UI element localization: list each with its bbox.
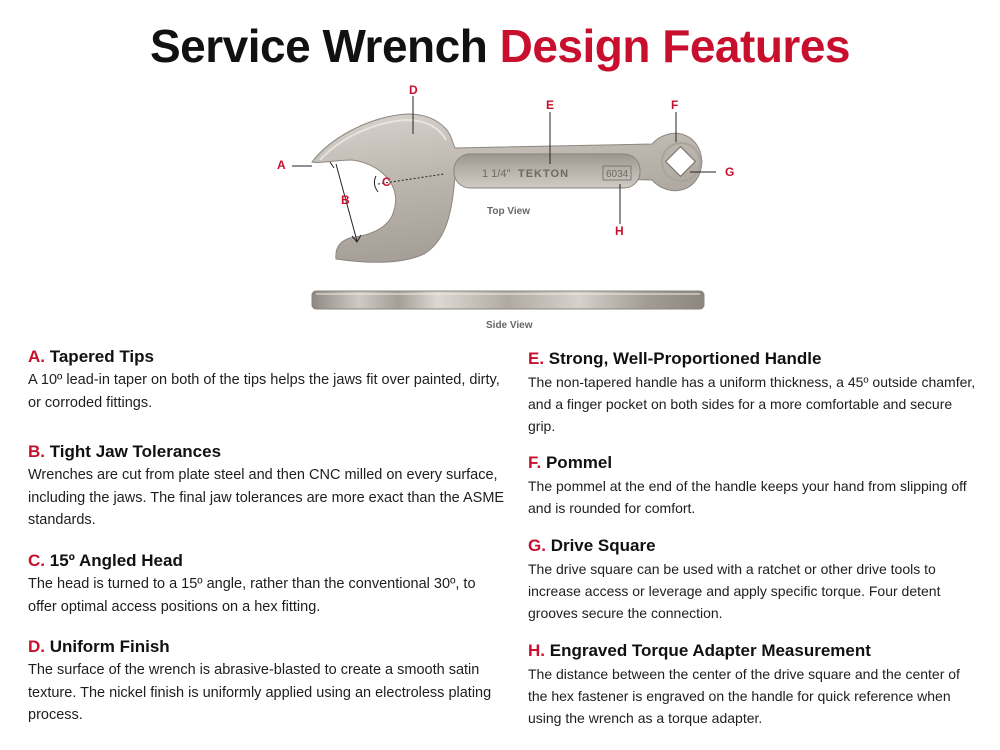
title-lead: Service Wrench — [149, 20, 488, 72]
feature-e — [528, 349, 983, 437]
side-view-caption: Side View — [486, 320, 533, 331]
feature-b — [28, 442, 506, 532]
callout-g: G — [725, 165, 735, 179]
feature-g-description: The drive square can be used with a ratchet or other drive tools to increase access or leverage and apply specific torque. Four detent grooves secure the connection. — [528, 561, 941, 621]
callout-d: D — [409, 83, 418, 97]
engraving-code: 6034 — [606, 169, 629, 180]
callout-e: E — [546, 98, 555, 112]
feature-c-title: 15º Angled Head — [49, 551, 183, 570]
feature-a — [28, 347, 506, 414]
callout-c: C — [382, 175, 391, 189]
wrench-diagram — [0, 78, 1000, 340]
leader-c-arc — [374, 176, 378, 192]
feature-a-title: Tapered Tips — [49, 347, 154, 366]
feature-a-description: A 10º lead-in taper on both of the tips helps the jaws fit over painted, dirty, or corroded fittings. — [28, 372, 500, 411]
feature-c-letter: C. — [28, 551, 45, 570]
feature-h-title: Engraved Torque Adapter Measurement — [549, 641, 871, 660]
feature-d-title: Uniform Finish — [49, 637, 170, 656]
feature-b-description: Wrenches are cut from plate steel and then CNC milled on every surface, including the jaws. The final jaw tolerances are more exact than the ASME standards. — [28, 467, 505, 528]
feature-c-description: The head is turned to a 15º angle, rather than the conventional 30º, to offer optimal access positions on a hex fitting. — [28, 576, 476, 615]
feature-f-heading — [528, 453, 983, 473]
page-title — [0, 18, 1000, 74]
feature-f-letter: F. — [528, 453, 542, 472]
callout-h: H — [615, 224, 624, 238]
feature-g-letter: G. — [528, 536, 546, 555]
feature-f-title: Pommel — [545, 453, 613, 472]
feature-e-heading — [528, 349, 983, 369]
feature-e-title: Strong, Well-Proportioned Handle — [548, 349, 822, 368]
feature-b-title: Tight Jaw Tolerances — [49, 442, 222, 461]
feature-h-heading — [528, 641, 983, 661]
feature-f-description: The pommel at the end of the handle keeps your hand from slipping off and is rounded for comfort. — [528, 478, 967, 516]
callout-f: F — [671, 98, 679, 112]
callout-b: B — [341, 193, 350, 207]
feature-g-heading — [528, 536, 983, 556]
feature-c-heading — [28, 551, 506, 571]
feature-f — [528, 453, 983, 519]
feature-a-letter: A. — [28, 347, 45, 366]
feature-b-heading — [28, 442, 506, 462]
engraving-brand: TEKTON — [518, 168, 570, 180]
top-view-caption: Top View — [487, 206, 530, 217]
feature-d-letter: D. — [28, 637, 45, 656]
feature-h-description: The distance between the center of the drive square and the center of the hex fastener is engraved on the handle for quick reference when using the wrench as a torque adapter. — [528, 666, 960, 726]
feature-c — [28, 551, 506, 618]
feature-g — [528, 536, 983, 624]
wrench-top-view — [312, 114, 702, 262]
feature-e-description: The non-tapered handle has a uniform thickness, a 45º outside chamfer, and a finger pocket on both sides for a more comfortable and secure grip. — [528, 374, 976, 434]
feature-d — [28, 637, 506, 727]
feature-h-letter: H. — [528, 641, 545, 660]
feature-e-letter: E. — [528, 349, 545, 368]
feature-d-heading — [28, 637, 506, 657]
callout-a: A — [277, 158, 286, 172]
title-accent: Design Features — [499, 20, 850, 72]
feature-a-heading — [28, 347, 506, 367]
engraving-size: 1 1/4" — [482, 168, 511, 180]
feature-g-title: Drive Square — [550, 536, 656, 555]
feature-d-description: The surface of the wrench is abrasive-blasted to create a smooth satin texture. The nickel finish is uniformly applied using an electroless plating process. — [28, 662, 492, 723]
wrench-side-view — [312, 291, 704, 309]
feature-b-letter: B. — [28, 442, 45, 461]
feature-h — [528, 641, 983, 729]
